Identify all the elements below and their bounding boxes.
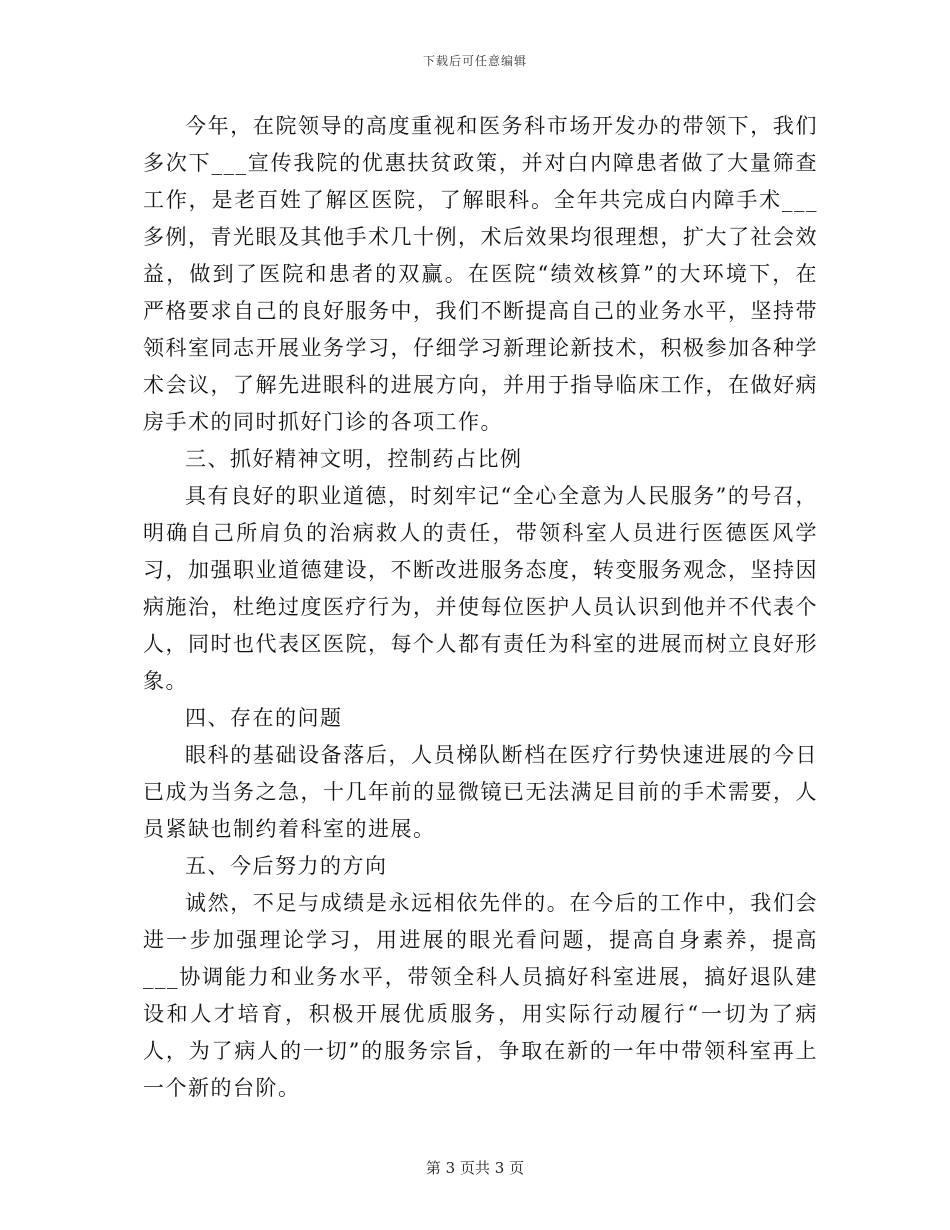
paragraph-problems: 眼科的基础设备落后，人员梯队断档在医疗行势快速进展的今日已成为当务之急，十几年前的显微镜已无法满足目前的手术需要，人员紧缺也制约着科室的进展。 <box>143 743 818 841</box>
page-number: 第 3 页共 3 页 <box>425 1159 525 1177</box>
section-heading-existing-problems: 四、存在的问题 <box>185 706 343 730</box>
section-heading-future-direction: 五、今后努力的方向 <box>185 854 388 878</box>
paragraph-work-summary: 今年，在院领导的高度重视和医务科市场开发办的带领下，我们多次下___宣传我院的优惠扶贫政策，并对白内障患者做了大量筛查工作，是老百姓了解区医院，了解眼科。全年共完成白内障手术___多例，青光眼及其他手术几十例，术后效果均很理想，扩大了社会效益，做到了医院和患者的双赢。在医院“绩效核算”的大环境下，在严格要求自己的良好服务中，我们不断提高自己的业务水平，坚持带领科室同志开展业务学习，仔细学习新理论新技术，积极参加各种学术会议，了解先进眼科的进展方向，并用于指导临床工作，在做好病房手术的同时抓好门诊的各项工作。 <box>143 114 818 434</box>
page-header: 下载后可任意编辑 <box>422 54 527 68</box>
section-heading-spiritual-civilization: 三、抓好精神文明，控制药占比例 <box>185 447 523 471</box>
paragraph-professional-ethics: 具有良好的职业道德，时刻牢记“全心全意为人民服务”的号召，明确自己所肩负的治病救人的责任，带领科室人员进行医德医风学习，加强职业道德建设，不断改进服务态度，转变服务观念，坚持因病施治，杜绝过度医疗行为，并使每位医护人员认识到他并不代表个人，同时也代表区医院，每个人都有责任为科室的进展而树立良好形象。 <box>143 484 818 693</box>
document-body <box>143 108 818 1107</box>
paragraph-future-plans: 诚然，不足与成绩是永远相依先伴的。在今后的工作中，我们会进一步加强理论学习，用进展的眼光看问题，提高自身素养，提高___协调能力和业务水平，带领全科人员搞好科室进展，搞好退队建设和人才培育，积极开展优质服务，用实际行动履行“一切为了病人，为了病人的一切”的服务宗旨，争取在新的一年中带领科室再上一个新的台阶。 <box>143 891 818 1100</box>
